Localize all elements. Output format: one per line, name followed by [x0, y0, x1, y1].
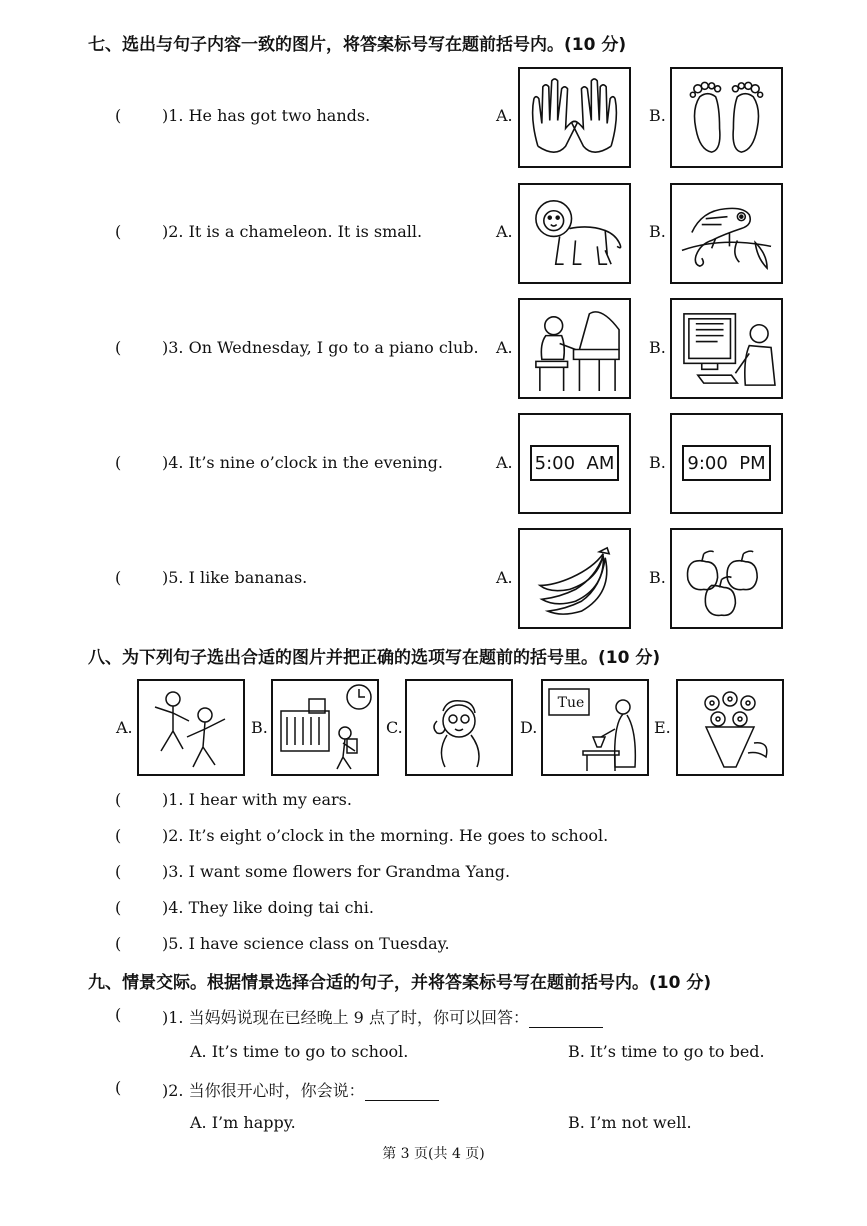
- computer-user-icon[interactable]: [670, 298, 783, 399]
- answer-paren[interactable]: (: [115, 826, 122, 845]
- option-9-1-a: A. It’s time to go to school.: [190, 1042, 409, 1061]
- question-7-1: )1. He has got two hands.: [162, 106, 371, 125]
- question-8-2: )2. It’s eight o’clock in the morning. He goes to school.: [162, 826, 609, 845]
- question-7-4: )4. It’s nine o’clock in the evening.: [162, 453, 444, 472]
- apples-icon[interactable]: [670, 528, 783, 629]
- answer-paren[interactable]: (: [115, 106, 122, 125]
- feet-icon[interactable]: [670, 67, 783, 168]
- page-footer: 第 3 页(共 4 页): [382, 1146, 485, 1162]
- tai-chi-icon[interactable]: [137, 679, 245, 776]
- option-a-label: A.: [496, 106, 513, 125]
- question-8-5: )5. I have science class on Tuesday.: [162, 934, 450, 953]
- answer-paren[interactable]: (: [115, 898, 122, 917]
- section9-heading: 九、情景交际。根据情景选择合适的句子，并将答案标号写在题前括号内。(10 分): [88, 973, 712, 993]
- answer-paren[interactable]: (: [115, 934, 122, 953]
- option-9-2-b: B. I’m not well.: [568, 1113, 692, 1132]
- ear-icon[interactable]: [405, 679, 513, 776]
- answer-paren[interactable]: (: [115, 338, 122, 357]
- option-b-label: B.: [649, 568, 666, 587]
- piano-player-icon[interactable]: [518, 298, 631, 399]
- answer-blank[interactable]: [529, 1009, 603, 1028]
- hands-icon[interactable]: [518, 67, 631, 168]
- option-c-label: C.: [386, 718, 403, 737]
- section8-heading: 八、为下列句子选出合适的图片并把正确的选项写在题前的括号里。(10 分): [88, 648, 661, 668]
- clock-5am-label: 5:00 AM: [530, 445, 619, 481]
- option-a-label: A.: [496, 338, 513, 357]
- answer-paren[interactable]: (: [115, 862, 122, 881]
- option-b-label: B.: [649, 338, 666, 357]
- option-a-label: A.: [116, 718, 133, 737]
- clock-5am-box[interactable]: [518, 413, 631, 514]
- option-a-label: A.: [496, 568, 513, 587]
- answer-paren[interactable]: (: [115, 222, 122, 241]
- question-9-1: [162, 1005, 603, 1028]
- answer-paren[interactable]: (: [115, 790, 122, 809]
- option-a-label: A.: [496, 222, 513, 241]
- question-9-2-text: )2. 当你很开心时，你会说：: [162, 1081, 365, 1100]
- bananas-icon[interactable]: [518, 528, 631, 629]
- option-b-label: B.: [251, 718, 268, 737]
- question-7-5: )5. I like bananas.: [162, 568, 308, 587]
- clock-9pm-box[interactable]: [670, 413, 783, 514]
- option-9-2-a: A. I’m happy.: [190, 1113, 296, 1132]
- question-7-2: )2. It is a chameleon. It is small.: [162, 222, 423, 241]
- option-b-label: B.: [649, 106, 666, 125]
- answer-paren[interactable]: (: [115, 1005, 122, 1024]
- answer-paren[interactable]: (: [115, 453, 122, 472]
- section7-heading: 七、选出与句子内容一致的图片，将答案标号写在题前括号内。(10 分): [88, 35, 627, 55]
- answer-paren[interactable]: (: [115, 1078, 122, 1097]
- school-clock-icon[interactable]: [271, 679, 379, 776]
- question-9-1-text: )1. 当妈妈说现在已经晚上 9 点了时，你可以回答：: [162, 1008, 529, 1027]
- option-e-label: E.: [654, 718, 671, 737]
- answer-blank[interactable]: [365, 1082, 439, 1101]
- question-8-4: )4. They like doing tai chi.: [162, 898, 374, 917]
- answer-paren[interactable]: (: [115, 568, 122, 587]
- option-9-1-b: B. It’s time to go to bed.: [568, 1042, 765, 1061]
- question-8-3: )3. I want some flowers for Grandma Yang.: [162, 862, 511, 881]
- lion-icon[interactable]: [518, 183, 631, 284]
- flowers-icon[interactable]: [676, 679, 784, 776]
- question-9-2: [162, 1078, 439, 1101]
- question-8-1: )1. I hear with my ears.: [162, 790, 352, 809]
- clock-9pm-label: 9:00 PM: [682, 445, 771, 481]
- option-b-label: B.: [649, 222, 666, 241]
- question-7-3: )3. On Wednesday, I go to a piano club.: [162, 338, 479, 357]
- chameleon-icon[interactable]: [670, 183, 783, 284]
- option-d-label: D.: [520, 718, 538, 737]
- option-b-label: B.: [649, 453, 666, 472]
- tue-sign: Tue: [557, 695, 585, 711]
- science-class-icon[interactable]: [541, 679, 649, 776]
- option-a-label: A.: [496, 453, 513, 472]
